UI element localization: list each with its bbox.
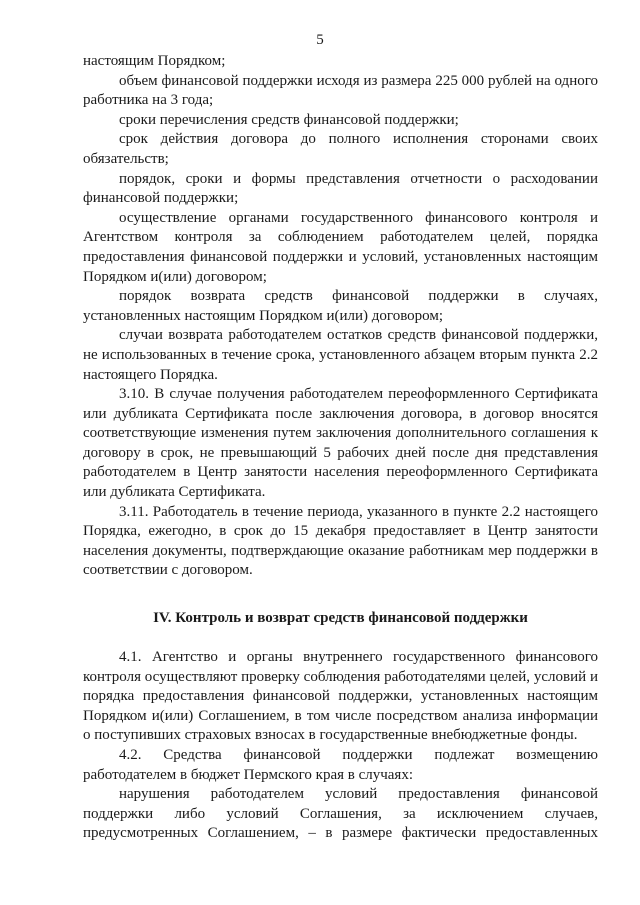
paragraph: 4.2. Средства финансовой поддержки подлежат возмещению работодателем в бюджет Пермского края в случаях:	[83, 747, 598, 783]
page-number: 5	[316, 32, 324, 48]
paragraph: 3.10. В случае получения работодателем переоформленного Сертификата или дубликата Сертификата после заключения договора, в договор вносятся соответствующие изменения путем заключения дополнительного соглашения к договору в срок, не превышающий 5 рабочих дней после дня представления работодателем в Центр занятости населения переоформленного Сертификата или дубликата Сертификата.	[83, 386, 598, 501]
paragraph: 4.1. Агентство и органы внутреннего государственного финансового контроля осуществляют проверку соблюдения работодателями целей, условий и порядка предоставления финансовой поддержки, установленных настоящим Порядком и(или) Соглашением, в том числе посредством анализа информации о поступивших страховых взносах в государственные внебюджетные фонды.	[83, 649, 598, 744]
document-body	[83, 52, 598, 844]
paragraph: нарушения работодателем условий предоставления финансовой поддержки либо условий Соглашения, за исключением случаев, предусмотренных Соглашением, – в размере фактически предоставленных	[83, 786, 598, 842]
paragraph: случаи возврата работодателем остатков средств финансовой поддержки, не использованных в течение срока, установленного абзацем вторым пункта 2.2 настоящего Порядка.	[83, 327, 598, 383]
paragraph: 3.11. Работодатель в течение периода, указанного в пункте 2.2 настоящего Порядка, ежегодно, в срок до 15 декабря предоставляет в Центр занятости населения документы, подтверждающие оказание работникам мер поддержки в соответствии с договором.	[83, 503, 598, 579]
spacer	[83, 581, 598, 608]
paragraph: осуществление органами государственного финансового контроля и Агентством контроля за соблюдением работодателем целей, порядка предоставления финансовой поддержки и условий, установленных настоящим Порядком и(или) договором;	[83, 209, 598, 285]
paragraph: настоящим Порядком;	[83, 53, 226, 69]
paragraph: объем финансовой поддержки исходя из размера 225 000 рублей на одного работника на 3 года;	[83, 72, 598, 109]
paragraphs-before-section	[83, 52, 598, 581]
paragraphs-after-section	[83, 648, 598, 844]
paragraph: порядок возврата средств финансовой поддержки в случаях, установленных настоящим Порядком и(или) договором;	[83, 288, 598, 324]
spacer	[83, 628, 598, 648]
section-heading: IV. Контроль и возврат средств финансовой поддержки	[153, 610, 528, 627]
paragraph: срок действия договора до полного исполнения сторонами своих обязательств;	[83, 131, 598, 167]
paragraph: сроки перечисления средств финансовой поддержки;	[119, 111, 459, 128]
paragraph: порядок, сроки и формы представления отчетности о расходовании финансовой поддержки;	[83, 170, 598, 207]
